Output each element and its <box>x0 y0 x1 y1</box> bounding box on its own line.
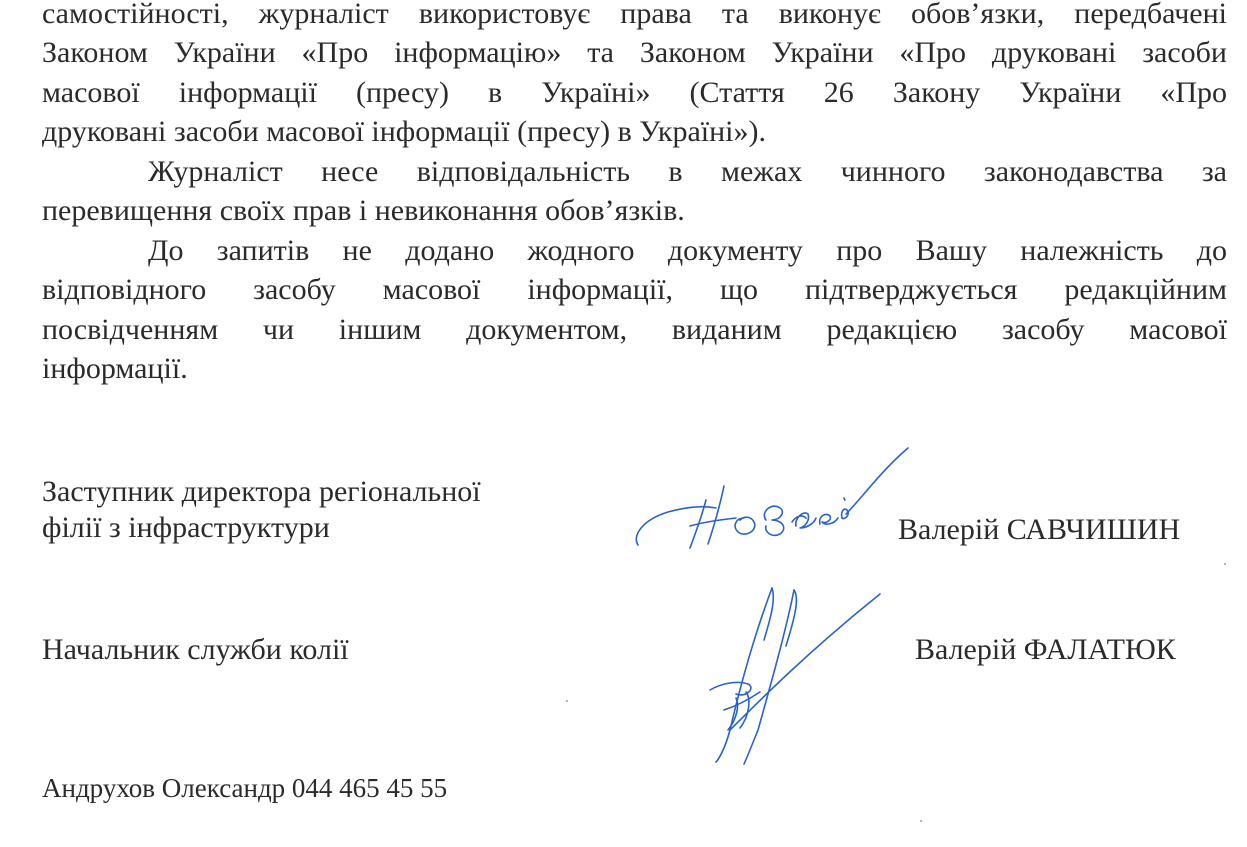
paragraph-2-line-1: Журналіст несе відповідальність в межах чинного законодавства за <box>148 155 1227 188</box>
signatory-1-position-line-2: філії з інфраструктури <box>42 511 330 544</box>
paragraph-3-line-1: До запитів не додано жодного документу про Вашу належність до <box>148 234 1227 267</box>
paragraph-3-line-3: посвідченням чи іншим документом, виданим редакцією засобу масової <box>42 313 1227 346</box>
scan-speck <box>920 820 922 822</box>
signatory-2-name: Валерій ФАЛАТЮК <box>915 633 1176 666</box>
signature-1-image <box>620 440 920 565</box>
paragraph-1-line-2: Законом України «Про інформацію» та Законом України «Про друковані засоби <box>42 36 1227 69</box>
paragraph-1-line-4: друковані засоби масової інформації (пресу) в Україні»). <box>42 115 766 148</box>
paragraph-1-line-3: масової інформації (пресу) в Україні» (Стаття 26 Закону України «Про <box>42 76 1227 109</box>
scan-speck <box>1224 563 1226 565</box>
signatory-2-position: Начальник служби колії <box>42 633 349 666</box>
paragraph-3-line-4: інформації. <box>42 352 188 385</box>
paragraph-2-line-2: перевищення своїх прав і невиконання обов’язків. <box>42 194 685 227</box>
paragraph-3-line-2: відповідного засобу масової інформації, що підтверджується редакційним <box>42 273 1227 306</box>
signatory-1-name: Валерій САВЧИШИН <box>898 513 1181 546</box>
signatory-1-position-line-1: Заступник директора регіональної <box>42 475 481 508</box>
contact-line: Андрухов Олександр 044 465 45 55 <box>42 773 448 803</box>
paragraph-1-line-1: самостійності, журналіст використовує права та виконує обов’язки, передбачені <box>42 0 1227 30</box>
scan-speck <box>566 700 568 702</box>
signature-2-image <box>690 580 890 780</box>
